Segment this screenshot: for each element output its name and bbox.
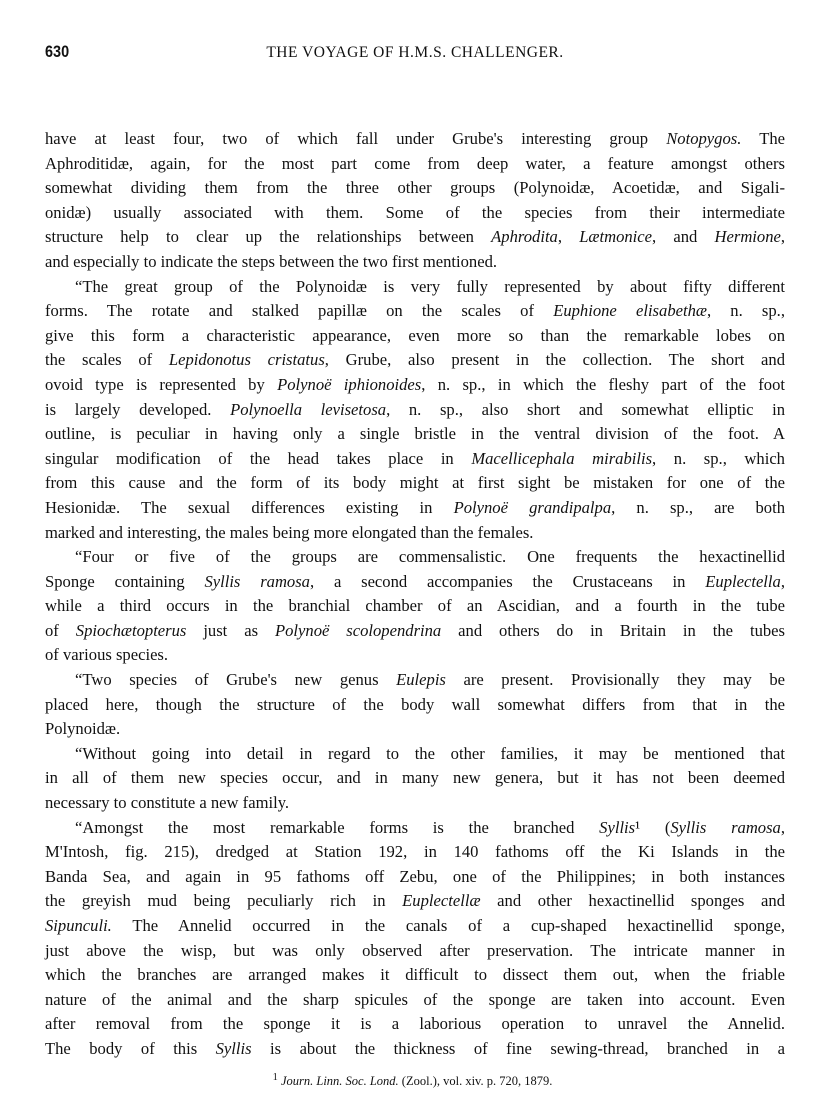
italic-text: Hermione (714, 227, 781, 247)
text-line (45, 225, 785, 250)
text-line (45, 668, 785, 693)
italic-text: Polynoë scolopendrina (274, 620, 442, 640)
text-segment: , n. sp., are both (611, 497, 785, 517)
page-number: 630 (45, 42, 70, 61)
text-segment: is largely developed. (45, 399, 231, 419)
text-segment: somewhat dividing them from the three other groups (Polynoidæ, Acoetidæ, and Sigali- (45, 178, 785, 198)
text-segment: while a third occurs in the branchial chamber of an Ascidian, and a fourth in the tube (45, 596, 785, 616)
text-segment: The Annelid occurred in the canals of a cup-shaped hexactinellid sponge, (111, 916, 785, 935)
running-head: THE VOYAGE OF H.M.S. CHALLENGER. (266, 44, 564, 61)
text-segment: just above the wisp, but was only observed after preservation. The intricate manner in (45, 940, 785, 960)
italic-text: Polynoë iphionoides (277, 374, 422, 394)
text-line (45, 963, 785, 988)
text-line (45, 914, 785, 939)
italic-text: Syllis ramosa (670, 817, 781, 837)
italic-text: Syllis ramosa (204, 571, 310, 591)
text-segment: , n. sp., which (652, 448, 785, 468)
text-segment: , (780, 227, 786, 247)
italic-text: Notopygos. (666, 129, 742, 148)
text-segment: nature of the animal and the sharp spicules of the sponge are taken into account. Even (45, 989, 785, 1009)
text-line (45, 865, 785, 890)
footnote-journal: Journ. Linn. Soc. Lond. (280, 1074, 399, 1089)
text-line (45, 324, 785, 349)
text-segment: and especially to indicate the steps between the two first mentioned. (45, 251, 498, 271)
text-segment: of (45, 620, 76, 640)
text-segment: in all of them new species occur, and in many new genera, but it has not been deemed (45, 768, 785, 788)
text-segment: from this cause and the form of its body might at first sight be mistaken for one of the (45, 473, 785, 493)
text-segment: is about the thickness of fine sewing-thread, branched in a (251, 1038, 785, 1058)
text-segment: onidæ) usually associated with them. Some of the species from their intermediate (45, 202, 785, 222)
text-line (45, 176, 785, 201)
italic-text: Syllis (215, 1038, 252, 1058)
italic-text: Eulepis (396, 670, 446, 690)
italic-text: Aphrodita (491, 227, 558, 247)
text-line (45, 250, 785, 275)
text-segment: , n. sp., in which the fleshy part of the foot (421, 374, 785, 394)
text-segment: ¹ ( (635, 817, 671, 837)
text-line (45, 398, 785, 423)
text-segment: and other hexactinellid sponges and (480, 891, 785, 911)
italic-text: Macellicephala mirabilis (471, 448, 653, 468)
text-segment: of various species. (45, 645, 169, 665)
text-segment: M'Intosh, fig. 215), dredged at Station 192, in 140 fathoms off the Ki Islands in the (45, 842, 785, 862)
text-segment: Polynoidæ. (45, 719, 121, 739)
italic-text: Polynoella levisetosa (230, 399, 387, 419)
italic-text: Polynoë grandipalpa (453, 497, 612, 517)
text-line (45, 299, 785, 324)
text-segment: ovoid type is represented by (45, 374, 278, 394)
text-line (45, 152, 785, 177)
text-line (45, 816, 785, 841)
text-line (45, 742, 785, 767)
text-line (45, 348, 785, 373)
footnote (0, 1072, 825, 1089)
text-line (45, 521, 785, 546)
text-segment: just as (186, 620, 275, 640)
text-line (45, 373, 785, 398)
page-header (45, 42, 785, 66)
text-line (45, 496, 785, 521)
text-segment: Sponge containing (45, 571, 205, 591)
text-segment: after removal from the sponge it is a laborious operation to unravel the Annelid. (45, 1014, 785, 1034)
italic-text: Syllis (599, 817, 636, 837)
text-line (45, 447, 785, 472)
italic-text: Lepidonotus cristatus (168, 350, 325, 370)
body-text (45, 127, 785, 1062)
text-segment: the greyish mud being peculiarly rich in (45, 891, 403, 911)
text-segment: placed here, though the structure of the body wall somewhat differs from that in the (45, 694, 785, 714)
text-line (45, 619, 785, 644)
text-segment: , (780, 571, 785, 591)
text-segment: “Amongst the most remarkable forms is the branched (75, 817, 600, 837)
italic-text: Euplectella (705, 571, 781, 591)
text-segment: are present. Provisionally they may be (445, 670, 785, 690)
text-line (45, 594, 785, 619)
text-segment: The body of this (45, 1038, 216, 1058)
italic-text: Sipunculi. (45, 916, 112, 935)
italic-text: Lætmonice (579, 227, 653, 247)
text-segment: the scales of (45, 350, 169, 370)
text-segment: Banda Sea, and again in 95 fathoms off Zebu, one of the Philippines; in both instances (45, 866, 785, 886)
text-line (45, 766, 785, 791)
italic-text: Euphione elisabethæ (553, 301, 707, 321)
text-segment: “Four or five of the groups are commensalistic. One frequents the hexactinellid (75, 547, 785, 567)
footnote-marker: 1 (272, 1072, 278, 1083)
text-segment: Hesionidæ. The sexual differences existing in (45, 497, 454, 517)
footnote-citation: (Zool.), vol. xiv. p. 720, 1879. (398, 1074, 553, 1089)
text-segment: , Grube, also present in the collection. The short and (324, 350, 785, 370)
text-line (45, 275, 785, 300)
italic-text: Spiochætopterus (75, 620, 187, 640)
text-segment: “The great group of the Polynoidæ is very fully represented by about fifty different (75, 276, 785, 296)
text-segment: “Without going into detail in regard to the other families, it may be mentioned that (75, 743, 785, 763)
text-segment: “Two species of Grube's new genus (75, 670, 397, 690)
text-segment: , n. sp., (706, 301, 785, 321)
text-line (45, 693, 785, 718)
text-line (45, 570, 785, 595)
text-segment: , a second accompanies the Crustaceans in (309, 571, 706, 591)
text-line (45, 889, 785, 914)
text-line (45, 791, 785, 816)
text-segment: , (780, 817, 786, 837)
text-line (45, 545, 785, 570)
text-line (45, 127, 785, 152)
text-segment: forms. The rotate and stalked papillæ on the scales of (45, 301, 554, 321)
text-segment: singular modification of the head takes place in (45, 448, 472, 468)
text-line (45, 643, 785, 668)
text-line (45, 201, 785, 226)
text-segment: , (557, 227, 580, 247)
text-segment: , and (652, 227, 715, 247)
text-line (45, 717, 785, 742)
text-line (45, 988, 785, 1013)
text-segment: The (741, 129, 786, 148)
italic-text: Euplectellæ (402, 891, 481, 911)
text-segment: marked and interesting, the males being more elongated than the females. (45, 522, 534, 542)
text-line (45, 939, 785, 964)
text-segment: structure help to clear up the relationships between (45, 227, 492, 247)
text-segment: give this form a characteristic appearance, even more so than the remarkable lobes on (45, 325, 785, 345)
text-line (45, 1012, 785, 1037)
text-segment: , n. sp., also short and somewhat elliptic in (386, 399, 786, 419)
text-segment: Aphroditidæ, again, for the most part come from deep water, a feature amongst others (45, 153, 785, 173)
text-line (45, 840, 785, 865)
text-segment: and others do in Britain in the tubes (441, 620, 785, 640)
text-line (45, 422, 785, 447)
text-line (45, 471, 785, 496)
text-segment: have at least four, two of which fall under Grube's interesting group (45, 129, 667, 148)
text-segment: which the branches are arranged makes it difficult to dissect them out, when the friable (45, 965, 785, 985)
text-segment: necessary to constitute a new family. (45, 793, 290, 813)
text-line (45, 1037, 785, 1062)
text-segment: outline, is peculiar in having only a single bristle in the ventral division of the foot. A (45, 424, 785, 444)
